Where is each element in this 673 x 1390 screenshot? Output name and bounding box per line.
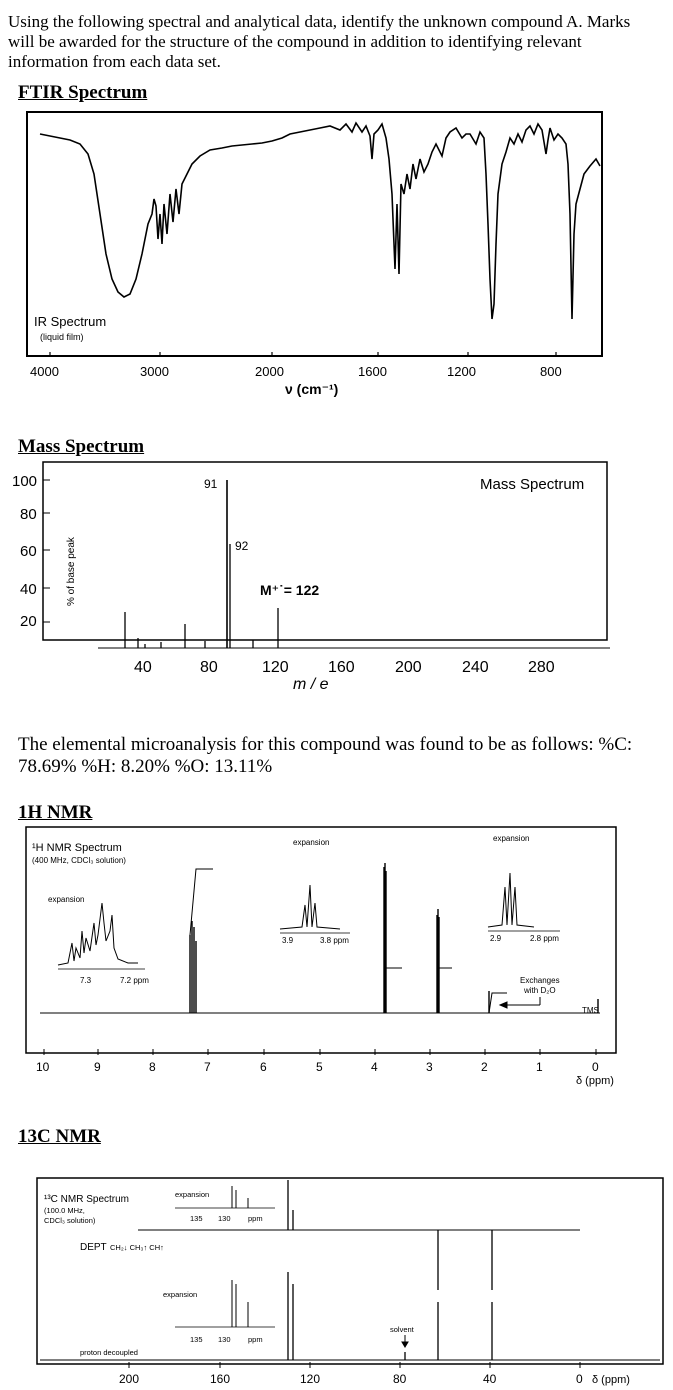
ms-x-tick: 280 <box>528 659 555 676</box>
ms-y-tick: 100 <box>12 473 38 490</box>
cnmr-exp-tick: ppm <box>248 1214 263 1223</box>
ms-y-axis-label: % of base peak <box>66 537 77 606</box>
cnmr-title: ¹³C NMR Spectrum <box>44 1194 130 1205</box>
hnmr-x-tick: 8 <box>149 1060 156 1074</box>
ms-x-tick: 160 <box>328 659 355 676</box>
cnmr-x-tick: 160 <box>210 1372 231 1386</box>
ms-x-axis-label: m / e <box>293 676 329 690</box>
hnmr-heading: 1H NMR <box>18 802 93 823</box>
hnmr-x-tick: 0 <box>592 1060 599 1074</box>
hnmr-exp2-tick: 3.8 ppm <box>320 936 349 945</box>
ir-tick-label: 1200 <box>447 364 476 379</box>
hnmr-title: ¹H NMR Spectrum <box>32 842 122 854</box>
cnmr-heading: 13C NMR <box>18 1126 101 1147</box>
hnmr-x-axis-label: δ (ppm) <box>576 1075 614 1087</box>
hnmr-expansion-label: expansion <box>293 838 330 847</box>
cnmr-conditions: CDCl₃ solution) <box>44 1216 96 1225</box>
ms-y-tick: 20 <box>20 613 37 630</box>
hnmr-expansion-2-trace <box>280 885 340 929</box>
hnmr-x-tick: 1 <box>536 1060 543 1074</box>
hnmr-exp1-tick: 7.2 ppm <box>120 976 149 985</box>
cnmr-exp-tick: 130 <box>218 1335 231 1344</box>
hnmr-x-tick: 3 <box>426 1060 433 1074</box>
cnmr-expansion-label: expansion <box>163 1290 198 1299</box>
cnmr-exp-tick: 135 <box>190 1214 203 1223</box>
cnmr-exp-tick: ppm <box>248 1335 263 1344</box>
cnmr-solvent-label: solvent <box>390 1325 414 1334</box>
ir-axis-label: ν (cm⁻¹) <box>285 381 339 397</box>
cnmr-x-tick: 40 <box>483 1372 497 1386</box>
ir-frame <box>27 112 602 356</box>
cnmr-pd-peaks <box>288 1272 492 1360</box>
cnmr-x-tick: 200 <box>119 1372 140 1386</box>
ftir-heading: FTIR Spectrum <box>18 82 148 103</box>
hnmr-x-tick: 5 <box>316 1060 323 1074</box>
hnmr-exchange-arrow <box>500 997 540 1008</box>
cnmr-exp-bottom-peaks <box>232 1280 248 1327</box>
ir-tick-label: 1600 <box>358 364 387 379</box>
ir-tick-label: 3000 <box>140 364 169 379</box>
mass-spectrum-figure <box>10 458 615 690</box>
ms-y-tick: 60 <box>20 543 37 560</box>
ir-tick-label: 800 <box>540 364 562 379</box>
hnmr-x-tick: 4 <box>371 1060 378 1074</box>
hnmr-exchange-note: Exchanges <box>520 976 560 985</box>
cnmr-exp-tick: 135 <box>190 1335 203 1344</box>
ms-y-tick: 80 <box>20 506 37 523</box>
cnmr-x-axis-label: δ (ppm) <box>592 1374 630 1386</box>
ms-peak-label-91: 91 <box>204 477 218 491</box>
cnmr-dept-peaks <box>288 1180 492 1290</box>
cnmr-x-tick: 120 <box>300 1372 321 1386</box>
ms-x-tick: 40 <box>134 659 152 676</box>
hnmr-x-tick: 9 <box>94 1060 101 1074</box>
mass-heading: Mass Spectrum <box>18 436 145 457</box>
elemental-analysis: The elemental microanalysis for this compound was found to be as follows: %C: 78.69% %H: 8.20% %O: 13.11% <box>18 734 633 777</box>
hnmr-x-tick: 7 <box>204 1060 211 1074</box>
ms-panel-title: Mass Spectrum <box>480 476 585 493</box>
hnmr-exp1-tick: 7.3 <box>80 976 92 985</box>
hnmr-conditions: (400 MHz, CDCl₃ solution) <box>32 856 126 865</box>
hnmr-figure <box>10 823 622 1103</box>
hnmr-expansion-3-trace <box>488 873 534 927</box>
question-intro: Using the following spectral and analytical data, identify the unknown compound A. Marks will be awarded for the structure of the compound in addition to identifying relevant information from each data set. <box>8 12 631 71</box>
ir-panel-subtitle: (liquid film) <box>40 332 84 342</box>
ir-tick-label: 4000 <box>30 364 59 379</box>
ir-spectrum-trace <box>40 123 600 319</box>
cnmr-frame <box>37 1178 663 1364</box>
hnmr-expansion-label: expansion <box>493 834 530 843</box>
hnmr-x-tick: 6 <box>260 1060 267 1074</box>
cnmr-dept-legend: CH₂↓ CH₃↑ CH↑ <box>110 1243 164 1252</box>
cnmr-expansion-label: expansion <box>175 1190 210 1199</box>
ms-peak-label-92: 92 <box>235 539 249 553</box>
cnmr-x-tick: 80 <box>393 1372 407 1386</box>
hnmr-expansion-label: expansion <box>48 895 85 904</box>
ir-tick-label: 2000 <box>255 364 284 379</box>
cnmr-exp-top-peaks <box>232 1186 248 1208</box>
ir-panel-title: IR Spectrum <box>34 314 107 329</box>
hnmr-expansion-1-trace <box>58 903 138 965</box>
cnmr-exp-tick: 130 <box>218 1214 231 1223</box>
ms-x-tick: 240 <box>462 659 489 676</box>
ms-x-tick: 120 <box>262 659 289 676</box>
hnmr-x-tick: 2 <box>481 1060 488 1074</box>
hnmr-exp3-tick: 2.8 ppm <box>530 934 559 943</box>
cnmr-solvent-arrow <box>402 1335 408 1347</box>
hnmr-x-tick: 10 <box>36 1060 50 1074</box>
ir-spectrum-figure <box>10 104 610 404</box>
ms-y-tick: 40 <box>20 581 37 598</box>
cnmr-dept-label: DEPT <box>80 1242 107 1253</box>
ms-x-tick: 200 <box>395 659 422 676</box>
ms-molecular-ion: M⁺˙= 122 <box>260 582 320 598</box>
hnmr-tms: TMS <box>582 1006 599 1015</box>
cnmr-figure <box>10 1172 665 1390</box>
cnmr-conditions: (100.0 MHz, <box>44 1206 85 1215</box>
cnmr-x-tick: 0 <box>576 1372 583 1386</box>
hnmr-exp2-tick: 3.9 <box>282 936 294 945</box>
cnmr-proton-decoupled: proton decoupled <box>80 1348 138 1357</box>
hnmr-exchange-note: with D₂O <box>524 986 556 995</box>
ms-peaks <box>125 480 278 648</box>
hnmr-exp3-tick: 2.9 <box>490 934 502 943</box>
ms-x-tick: 80 <box>200 659 218 676</box>
